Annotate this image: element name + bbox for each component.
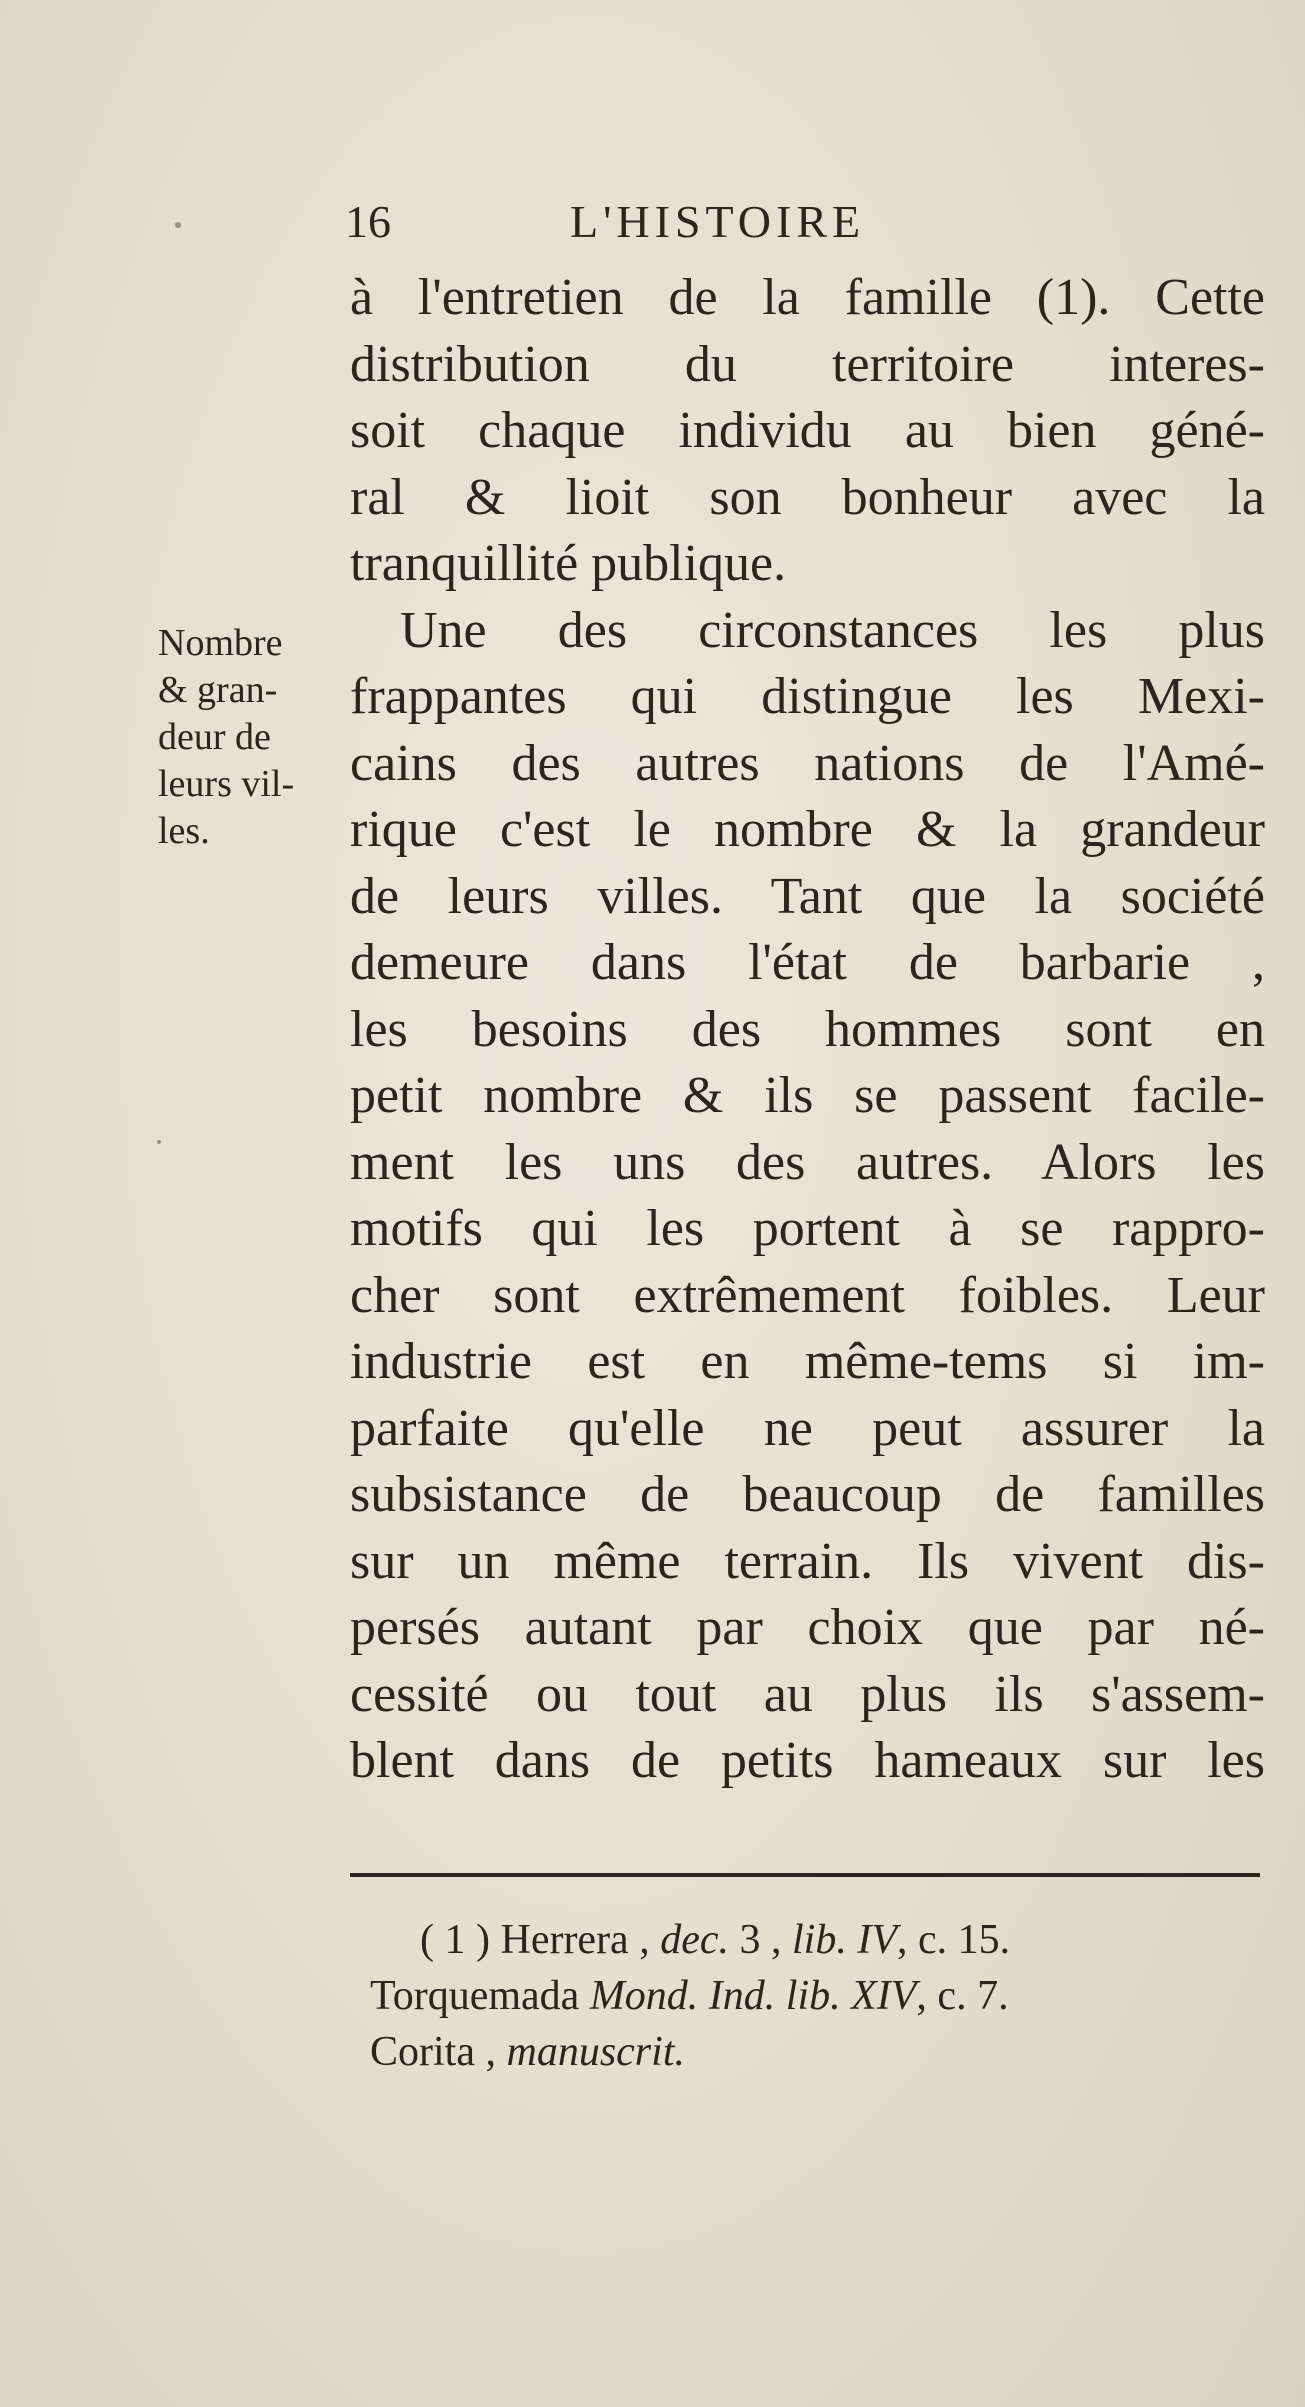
footnote-line (370, 1912, 1260, 1968)
body-line: tranquillité publique. (350, 535, 787, 592)
footnote-italic: lib. IV (792, 1917, 897, 1963)
margin-note-line: Nombre (158, 622, 283, 664)
footnote-text: , c. 15. (896, 1917, 1011, 1963)
body-line: à l'entretien de la famille (1). Cette (350, 269, 1265, 326)
body-line: persés autant par choix que par né- (350, 1599, 1265, 1656)
body-line: cessité ou tout au plus ils s'assem- (350, 1665, 1265, 1723)
body-line: subsistance de beaucoup de familles (350, 1466, 1265, 1523)
margin-note-line: leurs vil- (158, 763, 295, 805)
paper-speck (157, 1140, 161, 1144)
footnote-line (370, 2024, 1260, 2080)
page-header (345, 195, 1260, 265)
body-line: Une des circonstances les plus (400, 601, 1265, 659)
body-line: blent dans de petits hameaux sur les (350, 1732, 1265, 1789)
margin-note-line: & gran- (158, 669, 278, 711)
footnote-text: Herrera , (500, 1917, 650, 1963)
body-line: industrie est en même-tems si im- (350, 1333, 1265, 1390)
footnote-italic: manuscrit. (506, 2029, 685, 2075)
body-line: les besoins des hommes sont en (350, 1000, 1265, 1058)
body-line: cher sont extrêmement foibles. Leur (350, 1266, 1265, 1324)
body-line: cains des autres nations de l'Amé- (350, 734, 1265, 792)
footnote-italic: Mond. Ind. lib. XIV (589, 1973, 917, 2019)
margin-note-line: deur de (158, 716, 271, 758)
body-line: rique c'est le nombre & la grandeur (350, 801, 1265, 858)
margin-note-line: les. (158, 810, 210, 852)
page-number: 16 (345, 196, 391, 247)
footnote-text: Torquemada (370, 1973, 580, 2019)
body-line: sur un même terrain. Ils vivent dis- (350, 1532, 1265, 1590)
footnote-marker: ( 1 ) (420, 1917, 490, 1963)
footnote-text: 3 , (739, 1917, 782, 1963)
footnote-line (370, 1968, 1260, 2024)
body-line: demeure dans l'état de barbarie , (350, 934, 1265, 991)
body-line: de leurs villes. Tant que la société (350, 867, 1265, 925)
body-line: motifs qui les portent à se rappro- (350, 1200, 1265, 1257)
body-line: petit nombre & ils se passent facile- (350, 1067, 1265, 1124)
footnote-rule (350, 1873, 1260, 1877)
running-title: L'HISTOIRE (570, 196, 866, 247)
paper-speck (175, 222, 181, 228)
body-text (350, 265, 1265, 1795)
body-line: parfaite qu'elle ne peut assurer la (350, 1399, 1265, 1457)
margin-note (158, 620, 343, 855)
body-line: frappantes qui distingue les Mexi- (350, 668, 1265, 725)
body-line: soit chaque individu au bien géné- (350, 402, 1265, 459)
body-line: ral & lioit son bonheur avec la (350, 468, 1265, 526)
footnotes (370, 1912, 1260, 2080)
footnote-text: Corita , (370, 2029, 496, 2075)
footnote-italic: dec. (660, 1917, 729, 1963)
body-line: distribution du territoire interes- (350, 335, 1265, 393)
footnote-text: , c. 7. (916, 1973, 1009, 2019)
body-line: ment les uns des autres. Alors les (350, 1133, 1265, 1191)
